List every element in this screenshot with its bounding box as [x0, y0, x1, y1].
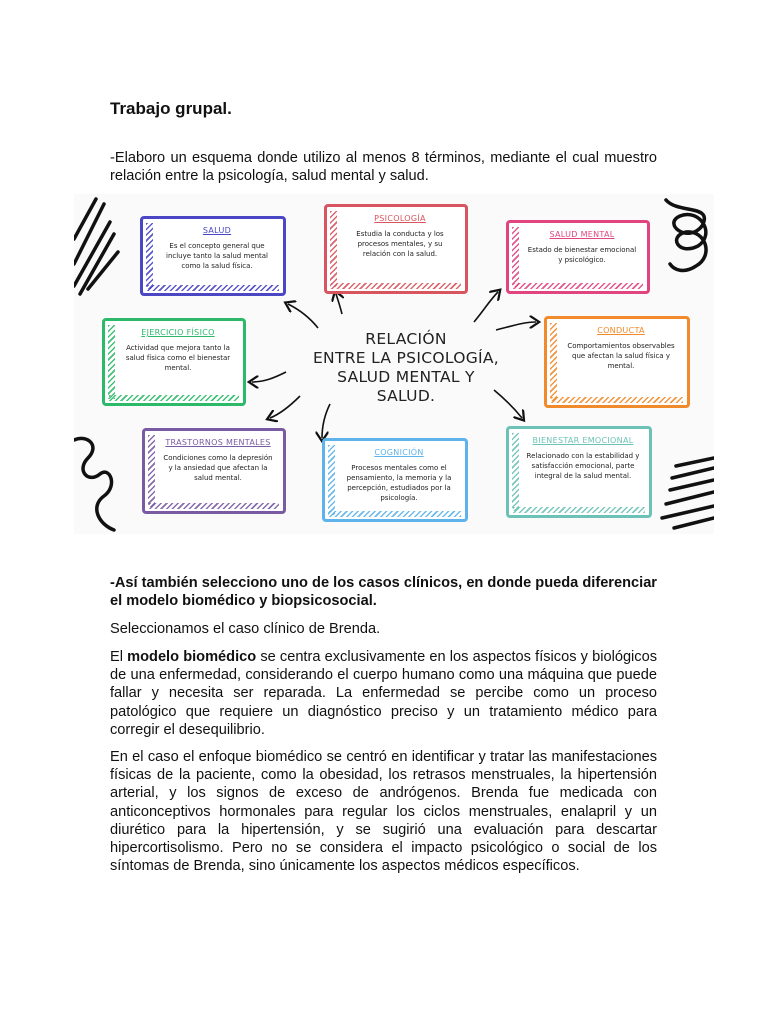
- arrow-to-salud: [288, 304, 318, 328]
- card-psicologia-desc: Estudia la conducta y los procesos mentales, y su relación con la salud.: [356, 230, 444, 258]
- page-title: Trabajo grupal.: [110, 99, 232, 118]
- card-cognicion-title: COGNICIÓN: [374, 448, 424, 457]
- case-analysis-paragraph: En el caso el enfoque biomédico se centró en identificar y tratar las manifestaciones físicas de la paciente, como la obesidad, los retrasos menstruales, la hipertensión arterial, y los signos de exceso de andrógenos. Brenda fue medicada con anticonceptivos hormonales para regular los ciclos menstruales, enalapril y un diurético para la hipertensión, y se sugirió una evaluación para descartar hipercortisolismo. Pero no se considera el impacto psicológico o social de los síntomas de Brenda, sino únicamente los aspectos médicos específicos.: [110, 749, 657, 875]
- center-line: RELACIÓN: [365, 330, 447, 348]
- card-salud-mental-title: SALUD MENTAL: [549, 230, 615, 239]
- scribble-decoration-top-left: [74, 199, 118, 294]
- card-conducta-title: CONDUCTA: [597, 326, 645, 335]
- card-salud-desc: Es el concepto general que incluye tanto la salud mental como la salud física.: [166, 242, 268, 270]
- card-conducta: [544, 316, 690, 408]
- card-ejercicio-title: EJERCICIO FÍSICO: [141, 328, 215, 337]
- scribble-decoration-bottom-left: [74, 438, 114, 530]
- scribble-decoration-bottom-right: [662, 458, 714, 528]
- mind-map-center-title: [296, 330, 516, 406]
- arrow-to-psicologia: [336, 294, 342, 314]
- card-psicologia-title: PSICOLOGÍA: [374, 214, 426, 223]
- card-cognicion-desc: Procesos mentales como el pensamiento, la memoria y la percepción, estudiados por la psicología.: [346, 464, 452, 502]
- card-salud-title: SALUD: [202, 226, 232, 235]
- card-trastornos-desc: Condiciones como la depresión y la ansiedad que afectan la salud mental.: [163, 454, 273, 482]
- spiral-decoration-top-right: [666, 200, 706, 270]
- card-salud: [140, 216, 286, 296]
- center-line: SALUD.: [376, 387, 436, 405]
- model-rest: se centra exclusivamente en los aspectos físicos y biológicos de una enfermedad, considerando el cuerpo humano como una máquina que puede fallar y necesita ser reparada. La enfermedad se percibe como un proceso patológico que requiere un diagnóstico preciso y un tratamiento médico para corregir el desequilibrio.: [110, 649, 658, 738]
- card-ejercicio-fisico: [102, 318, 246, 406]
- card-salud-mental: [506, 220, 650, 294]
- arrow-to-cognicion: [322, 404, 330, 438]
- arrow-to-ejercicio: [252, 372, 286, 382]
- center-line: ENTRE LA PSICOLOGÍA,: [312, 349, 500, 367]
- card-trastornos-title: TRASTORNOS MENTALES: [165, 438, 271, 447]
- model-prefix: El: [110, 649, 128, 665]
- card-trastornos-mentales: [142, 428, 286, 514]
- section-heading: -Así también selecciono uno de los casos clínicos, en donde pueda diferenciar el modelo biomédico y biopsicosocial.: [110, 575, 657, 610]
- arrow-to-salud-mental: [474, 292, 498, 322]
- biomedical-model-paragraph: [110, 648, 657, 739]
- card-salud-mental-desc: Estado de bienestar emocional y psicológico.: [527, 246, 637, 264]
- card-bienestar-title: BIENESTAR EMOCIONAL: [532, 436, 634, 445]
- card-psicologia: [324, 204, 468, 294]
- card-ejercicio-desc: Actividad que mejora tanto la salud física como el bienestar mental.: [125, 344, 231, 372]
- model-term: modelo biomédico: [127, 649, 257, 665]
- case-selection-line: Seleccionamos el caso clínico de Brenda.: [110, 621, 381, 637]
- intro-paragraph: -Elaboro un esquema donde utilizo al menos 8 términos, mediante el cual muestro relación entre la psicología, salud mental y salud.: [110, 150, 657, 185]
- mind-map-figure: [74, 194, 714, 534]
- card-conducta-desc: Comportamientos observables que afectan la salud física y mental.: [567, 342, 675, 370]
- card-cognicion: [322, 438, 468, 522]
- card-bienestar-emocional: [506, 426, 652, 518]
- arrow-to-conducta: [496, 322, 536, 330]
- card-bienestar-desc: Relacionado con la estabilidad y satisfacción emocional, parte integral de la salud mental.: [526, 452, 640, 480]
- center-line: SALUD MENTAL Y: [337, 368, 475, 386]
